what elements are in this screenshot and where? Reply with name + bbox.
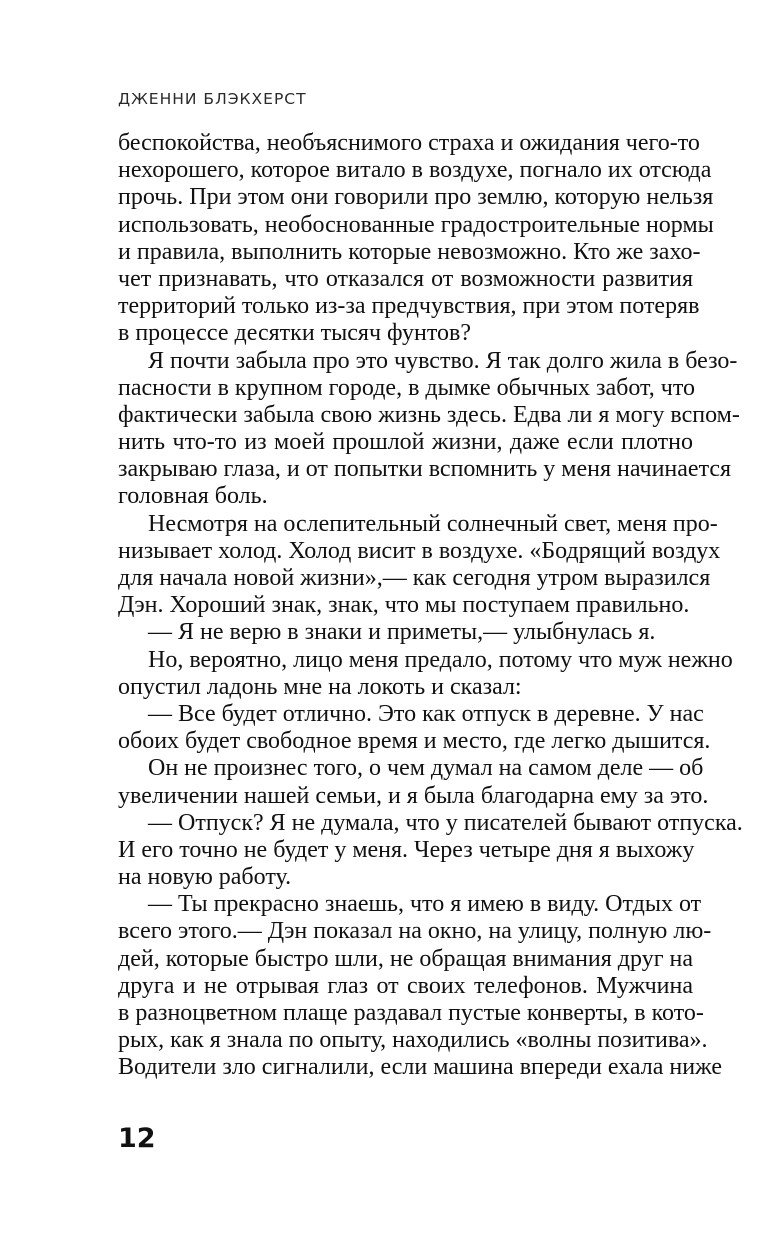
text-line: нить что-то из моей прошлой жизни, даже если плотно	[118, 429, 693, 456]
text-line: беспокойства, необъяснимого страха и ожидания чего-то	[118, 130, 700, 156]
text-line: Но, вероятно, лицо меня предало, потому что муж нежно	[148, 646, 733, 673]
text-line: увеличении нашей семьи, и я была благодарна ему за это.	[118, 782, 709, 809]
text-line: Он не произнес того, о чем думал на самом деле — об	[148, 755, 704, 782]
text-line: пасности в крупном городе, в дымке обычных забот, что	[118, 374, 695, 401]
text-line: опустил ладонь мне на локоть и сказал:	[118, 673, 522, 700]
text-line: закрываю глаза, и от попытки вспомнить у меня начинается	[118, 456, 732, 483]
text-line: фактически забыла свою жизнь здесь. Едва ли я могу вспом-	[118, 401, 740, 428]
text-line: Водители зло сигналили, если машина впереди ехала ниже	[118, 1054, 723, 1081]
text-line: дей, которые быстро шли, не обращая внимания друг на	[118, 945, 694, 972]
text-line: чет признавать, что отказался от возможности развития	[118, 265, 693, 292]
text-line: для начала новой жизни»,— как сегодня утром выразился	[118, 565, 711, 591]
text-line: головная боль.	[118, 483, 268, 510]
text-line: прочь. При этом они говорили про землю, которую нельзя	[118, 184, 714, 211]
text-line: в разноцветном плаще раздавал пустые конверты, в кото-	[118, 1000, 704, 1026]
text-line: обоих будет свободное время и место, где легко дышится.	[118, 728, 711, 755]
text-line: в процессе десятки тысяч фунтов?	[118, 320, 471, 347]
text-line: — Я не верю в знаки и приметы,— улыбнулась я.	[148, 619, 656, 646]
page-number: 12	[118, 1123, 156, 1154]
text-line: нехорошего, которое витало в воздухе, погнало их отсюда	[118, 157, 712, 184]
text-line: и правила, выполнить которые невозможно. Кто же захо-	[118, 238, 701, 265]
text-line: Дэн. Хороший знак, знак, что мы поступаем правильно.	[118, 592, 690, 619]
text-line: — Ты прекрасно знаешь, что я имею в виду. Отдых от	[148, 891, 702, 918]
text-line: низывает холод. Холод висит в воздухе. «Бодрящий воздух	[118, 537, 721, 564]
text-line: И его точно не будет у меня. Через четыре дня я выхожу	[118, 836, 695, 863]
text-line: друга и не отрывая глаз от своих телефонов. Мужчина	[118, 972, 693, 999]
text-line: — Все будет отлично. Это как отпуск в деревне. У нас	[148, 700, 704, 727]
text-line: на новую работу.	[118, 864, 292, 891]
running-head-author: ДЖЕННИ БЛЭКХЕРСТ	[118, 90, 307, 108]
text-line: Несмотря на ослепительный солнечный свет, меня про-	[148, 510, 718, 537]
text-line: Я почти забыла про это чувство. Я так долго жила в безо-	[148, 347, 738, 374]
text-line: — Отпуск? Я не думала, что у писателей бывают отпуска.	[148, 809, 743, 836]
text-line: использовать, необоснованные градостроительные нормы	[118, 211, 714, 238]
text-line: территорий только из-за предчувствия, при этом потеряв	[118, 293, 700, 320]
text-line: рых, как я знала по опыту, находились «волны позитива».	[118, 1027, 708, 1054]
text-line: всего этого.— Дэн показал на окно, на улицу, полную лю-	[118, 918, 712, 945]
body-text	[118, 130, 743, 1082]
